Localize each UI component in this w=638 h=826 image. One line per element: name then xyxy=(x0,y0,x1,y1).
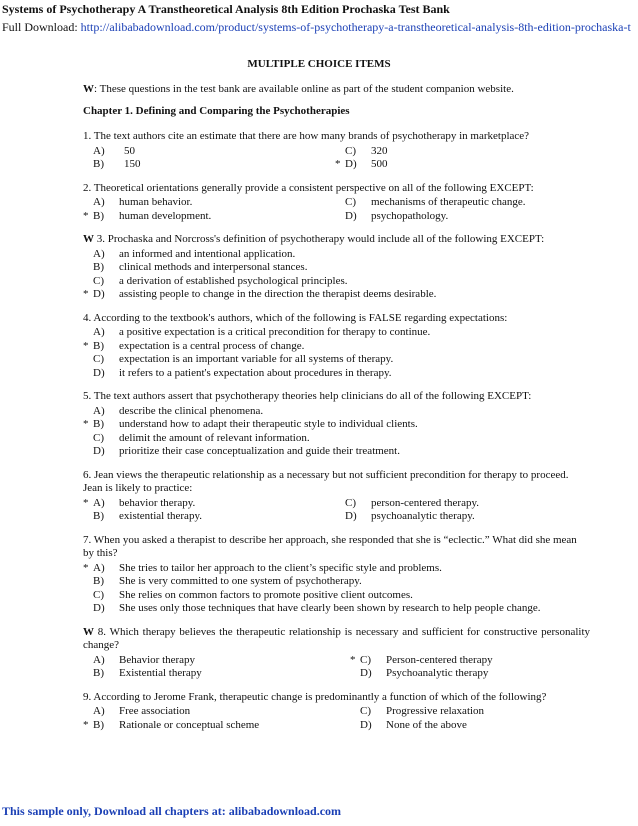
website-note-text: : These questions in the test bank are available online as part of the student companion website. xyxy=(94,83,514,95)
question-3 xyxy=(83,233,590,302)
option-a: A) describe the clinical phenomena. xyxy=(93,404,264,417)
question-text: 9. According to Jerome Frank, therapeutic change is predominantly a function of which of the following? xyxy=(83,690,547,703)
question-text: 6. Jean views the therapeutic relationship as a necessary but not sufficient precondition for therapy to proceed. Jean is likely to practice: xyxy=(83,468,569,494)
answer-marker: * xyxy=(83,561,89,574)
website-note xyxy=(83,83,590,97)
option-b: B) existential therapy. xyxy=(93,510,202,522)
option-b: * B) Rationale or conceptual scheme xyxy=(83,718,260,731)
question-8 xyxy=(83,626,590,681)
answer-marker: * xyxy=(83,339,89,352)
option-d: * D) assisting people to change in the direction the therapist deems desirable. xyxy=(83,288,437,300)
option-b: * B) expectation is a central process of change. xyxy=(83,339,305,352)
question-text: 1. The text authors cite an estimate that there are how many brands of psychotherapy in marketplace? xyxy=(83,130,530,142)
question-text: W 8. Which therapy believes the therapeutic relationship is necessary and sufficient for constructive personality change? xyxy=(83,625,590,651)
option-a: A) 50 xyxy=(93,144,135,157)
question-text: W 3. Prochaska and Norcross's definition of psychotherapy would include all of the following EXCEPT: xyxy=(83,233,545,245)
question-text: 7. When you asked a therapist to describe her approach, she responded that she is “eclectic.” What did she mean by this? xyxy=(83,533,577,559)
page-title: MULTIPLE CHOICE ITEMS xyxy=(247,58,391,70)
answer-marker: * xyxy=(83,496,89,509)
document-header-title: Systems of Psychotherapy A Transtheoretical Analysis 8th Edition Prochaska Test Bank xyxy=(2,2,450,16)
question-list xyxy=(83,83,590,742)
option-b: B) She is very committed to one system of psychotherapy. xyxy=(93,575,362,587)
option-b: B) 150 xyxy=(93,158,141,170)
option-d: D) None of the above xyxy=(360,718,467,731)
option-c: C) a derivation of established psychological principles. xyxy=(93,274,348,287)
option-d: D) psychoanalytic therapy. xyxy=(345,510,475,522)
question-5 xyxy=(83,390,590,459)
option-a: A) Free association xyxy=(93,705,191,717)
question-9 xyxy=(83,691,590,733)
question-1 xyxy=(83,130,590,172)
answer-marker: * xyxy=(335,158,341,170)
full-download-line xyxy=(2,20,638,35)
option-c: C) delimit the amount of relevant information. xyxy=(93,431,310,444)
option-d: D) psychopathology. xyxy=(345,209,449,222)
answer-marker: * xyxy=(83,418,89,430)
question-2 xyxy=(83,182,590,224)
question-text: 4. According to the textbook's authors, which of the following is FALSE regarding expectations: xyxy=(83,311,508,324)
question-4 xyxy=(83,312,590,381)
question-6 xyxy=(83,469,590,524)
chapter-heading: Chapter 1. Defining and Comparing the Psychotherapies xyxy=(83,104,350,117)
full-download-label: Full Download: xyxy=(2,20,81,34)
option-c: C) person-centered therapy. xyxy=(345,496,480,509)
option-a: A) Behavior therapy xyxy=(93,653,196,666)
footer-download-link[interactable]: This sample only, Download all chapters at: alibabadownload.com xyxy=(2,804,342,818)
question-7 xyxy=(83,534,590,616)
full-download-link[interactable]: http://alibabadownload.com/product/systems-of-psychotherapy-a-transtheoretical-analysis-8th-edition-prochaska-t xyxy=(80,20,631,34)
option-c: C) Progressive relaxation xyxy=(360,705,485,717)
option-a: * A) She tries to tailor her approach to the client’s specific style and problems. xyxy=(83,561,442,574)
option-c: * C) Person-centered therapy xyxy=(350,653,493,666)
answer-marker: * xyxy=(83,288,89,300)
option-b: * B) human development. xyxy=(83,209,212,222)
answer-marker: * xyxy=(83,209,89,222)
option-d: D) She uses only those techniques that have clearly been shown by research to help people change. xyxy=(93,602,541,614)
question-text: 5. The text authors assert that psychotherapy theories help clinicians do all of the following EXCEPT: xyxy=(83,390,532,402)
option-a: * A) behavior therapy. xyxy=(83,496,196,509)
question-text: 2. Theoretical orientations generally provide a consistent perspective on all of the following EXCEPT: xyxy=(83,181,534,194)
website-mark: W xyxy=(83,83,94,95)
option-d: D) it refers to a patient's expectation about procedures in therapy. xyxy=(93,366,392,379)
option-d: D) prioritize their case conceptualization and guide their treatment. xyxy=(93,445,400,457)
option-a: A) a positive expectation is a critical precondition for therapy to continue. xyxy=(93,326,431,338)
option-c: C) expectation is an important variable for all systems of therapy. xyxy=(93,353,394,365)
option-a: A) human behavior. xyxy=(93,196,193,208)
option-c: C) She relies on common factors to promote positive client outcomes. xyxy=(93,588,413,601)
option-c: C) mechanisms of therapeutic change. xyxy=(345,196,526,208)
option-d: * D) 500 xyxy=(335,158,388,170)
option-c: C) 320 xyxy=(345,144,388,157)
option-b: B) Existential therapy xyxy=(93,667,202,679)
option-d: D) Psychoanalytic therapy xyxy=(360,667,489,679)
answer-marker: * xyxy=(350,653,356,666)
option-a: A) an informed and intentional application. xyxy=(93,247,296,260)
answer-marker: * xyxy=(83,718,89,731)
option-b: B) clinical methods and interpersonal stances. xyxy=(93,261,308,273)
option-b: * B) understand how to adapt their therapeutic style to individual clients. xyxy=(83,418,418,430)
